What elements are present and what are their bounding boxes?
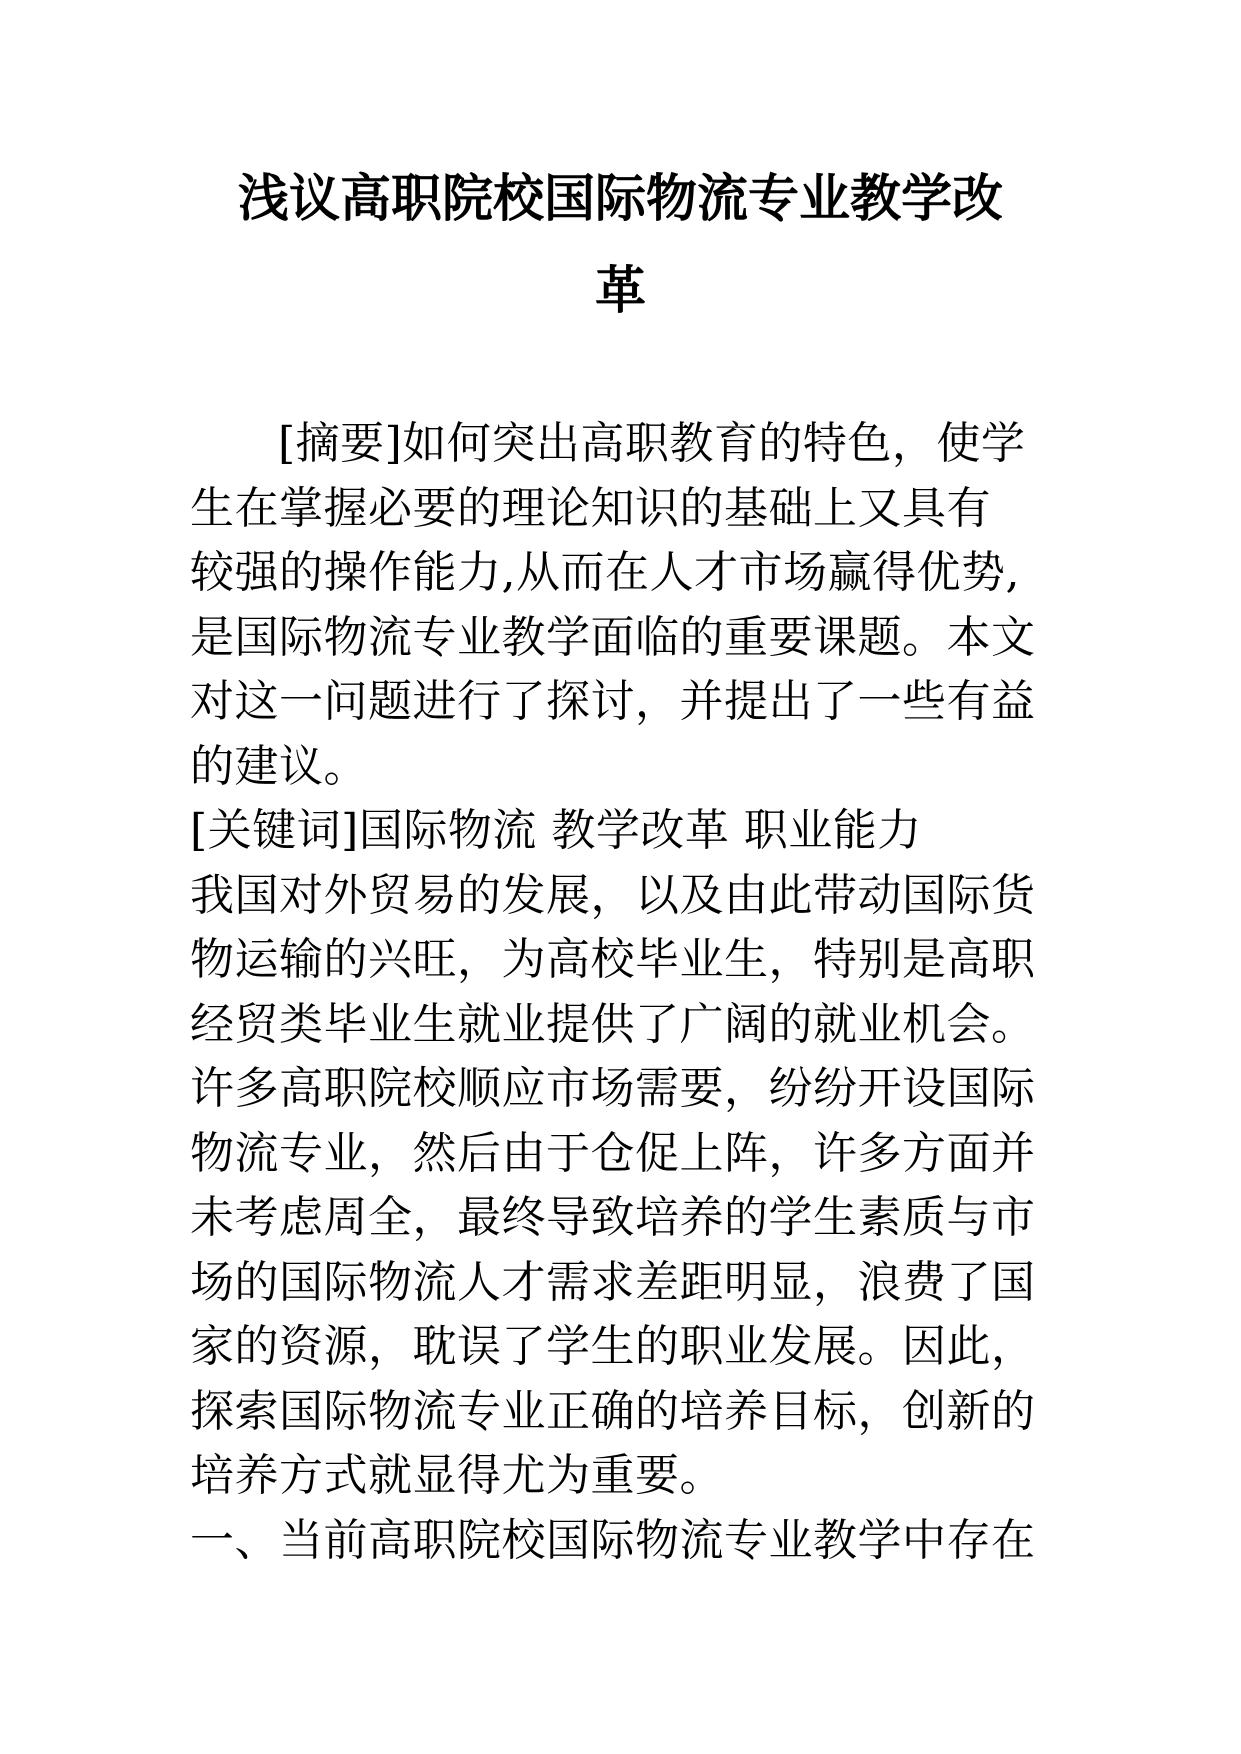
document-title-line-1: 浅议高职院校国际物流专业教学改 — [237, 170, 1003, 229]
abstract-line: [摘要]如何突出高职教育的特色，使学 — [278, 418, 1026, 469]
keywords-line: [关键词]国际物流 教学改革 职业能力 — [190, 805, 922, 856]
paragraph-line: 场的国际物流人才需求差距明显，浪费了国 — [190, 1256, 1036, 1308]
abstract-line: 对这一问题进行了探讨，并提出了一些有益 — [190, 676, 1036, 727]
document-body — [190, 412, 1090, 1573]
section-heading: 一、当前高职院校国际物流专业教学中存在 — [190, 1514, 1036, 1566]
abstract-line: 是国际物流专业教学面临的重要课题。本文 — [190, 611, 1036, 663]
abstract-line: 的建议。 — [190, 740, 368, 792]
paragraph-line: 许多高职院校顺应市场需要，纷纷开设国际 — [190, 1063, 1036, 1114]
paragraph-line: 探索国际物流专业正确的培养目标，创新的 — [190, 1385, 1036, 1437]
paragraph-line: 家的资源，耽误了学生的职业发展。因此， — [190, 1321, 1036, 1372]
abstract-line: 生在掌握必要的理论知识的基础上又具有 — [190, 482, 991, 534]
paragraph-line: 物流专业，然后由于仓促上阵，许多方面并 — [190, 1127, 1036, 1179]
paragraph-line: 我国对外贸易的发展，以及由此带动国际货 — [190, 869, 1036, 921]
paragraph-line: 物运输的兴旺，为高校毕业生，特别是高职 — [190, 934, 1036, 985]
abstract-line: 较强的操作能力,从而在人才市场赢得优势, — [190, 547, 1020, 598]
paragraph-line: 未考虑周全，最终导致培养的学生素质与市 — [190, 1192, 1036, 1243]
document-title-line-2: 革 — [594, 262, 646, 321]
paragraph-line: 培养方式就显得尤为重要。 — [190, 1450, 724, 1501]
paragraph-line: 经贸类毕业生就业提供了广阔的就业机会。 — [190, 998, 1036, 1050]
